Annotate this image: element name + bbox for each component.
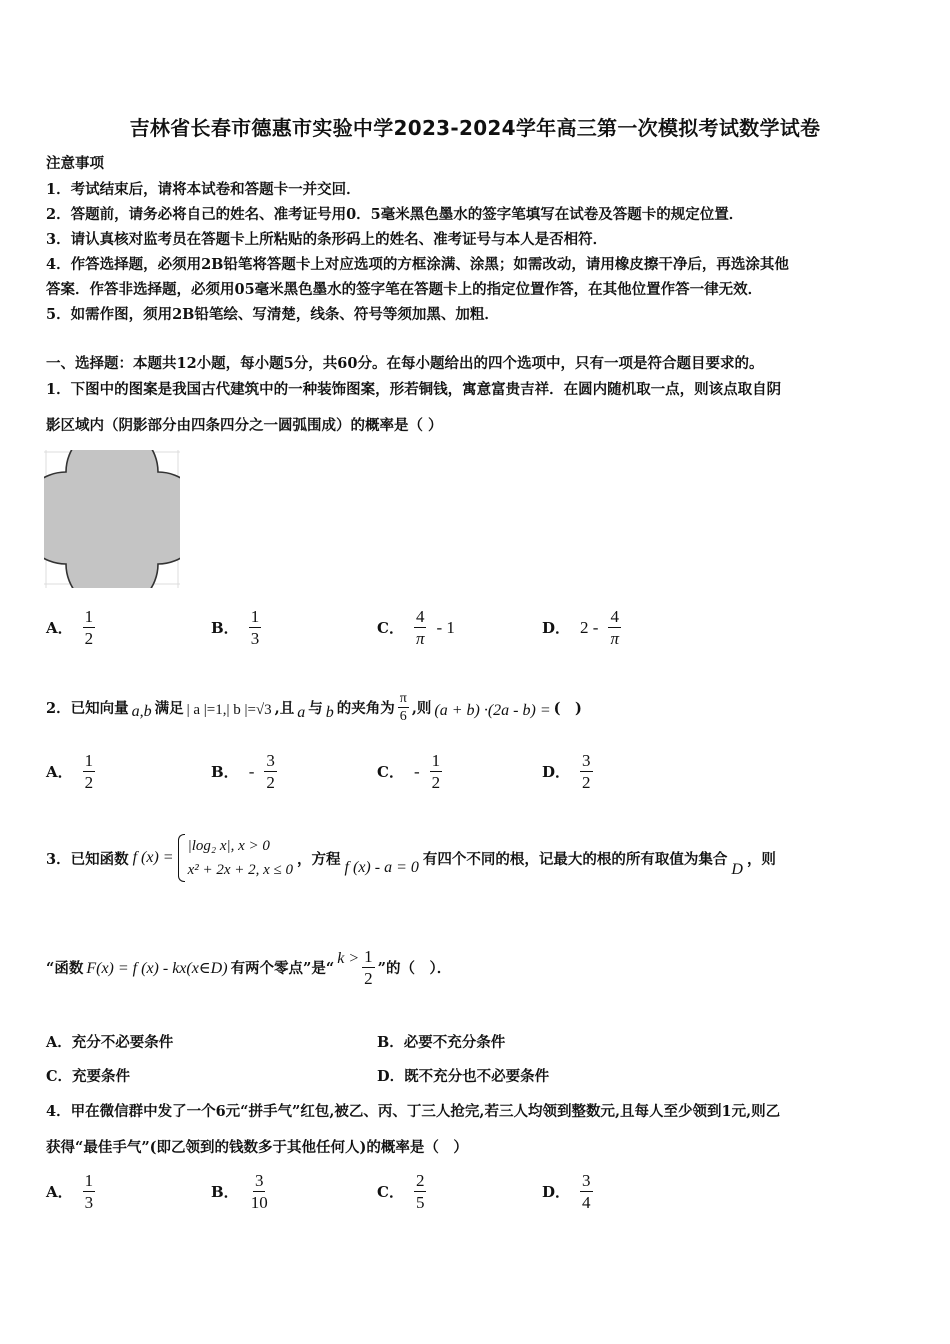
- notice-item: 3．请认真核对监考员在答题卡上所粘贴的条形码上的姓名、准考证号与本人是否相符．: [46, 231, 608, 248]
- section-heading: 一、选择题：本题共12小题，每小题5分，共60分。在每小题给出的四个选项中，只有一项是符合题目要求的。: [46, 355, 764, 372]
- notice-item: 5．如需作图，须用2B铅笔绘、写清楚，线条、符号等须加黑、加粗．: [46, 306, 499, 323]
- q4-text-line1: 4．甲在微信群中发了一个6元“拼手气”红包,被乙、丙、丁三人抢完,若三人均领到整数元,且每人至少领到1元,则乙: [46, 1103, 781, 1120]
- q2-stem: 2．已知向量 a,b 满足 | a |=1,| b |=√3 ,且 a 与 b 的夹角为 $\frac{\pi}{6}$ ,则 (a + b) ·(2a - b) = ( ): [46, 691, 582, 724]
- q4-options: [46, 1170, 706, 1220]
- q4-option-c[interactable]: C． $\frac{2}{5}$: [377, 1171, 425, 1212]
- notice-item: 2．答题前，请务必将自己的姓名、准考证号用0．5毫米黑色墨水的签字笔填写在试卷及答题卡的规定位置．: [46, 206, 744, 223]
- notice-item: 4．作答选择题，必须用2B铅笔将答题卡上对应选项的方框涂满、涂黑；如需改动，请用橡皮擦干净后，再选涂其他: [46, 256, 789, 273]
- q3-option-b[interactable]: B．必要不充分条件: [377, 1034, 506, 1051]
- q3-option-d[interactable]: D．既不充分也不必要条件: [377, 1068, 550, 1085]
- coin-pattern-figure: [44, 450, 180, 588]
- q1-text-line1: 1．下图中的图案是我国古代建筑中的一种装饰图案，形若铜钱，寓意富贵吉祥．在圆内随机取一点，则该点取自阴: [46, 381, 782, 398]
- q4-text-line2: 获得“最佳手气”(即乙领到的钱数多于其他任何人)的概率是（ ）: [46, 1139, 468, 1156]
- q2-option-b[interactable]: B． - $\frac{3}{2}$: [211, 751, 275, 792]
- notice-item: 1．考试结束后，请将本试卷和答题卡一并交回．: [46, 181, 361, 198]
- q4-option-d[interactable]: D． $\frac{3}{4}$: [542, 1171, 591, 1212]
- page-title: 吉林省长春市德惠市实验中学2023-2024学年高三第一次模拟考试数学试卷: [129, 116, 821, 140]
- q1-text-line2: 影区域内（阴影部分由四条四分之一圆弧围成）的概率是（ ）: [46, 417, 443, 434]
- q2-options: [46, 750, 706, 800]
- q1-option-c[interactable]: C． $\frac{4}{\pi}$ - 1: [377, 607, 455, 648]
- q2-option-c[interactable]: C． - $\frac{1}{2}$: [377, 751, 441, 792]
- q1-option-d[interactable]: D． 2 - $\frac{4}{\pi}$: [542, 607, 619, 648]
- piecewise-function: |log₂ x|, x > 0 x² + 2x + 2, x ≤ 0: [178, 834, 293, 882]
- q4-option-a[interactable]: A． $\frac{1}{3}$: [46, 1171, 94, 1212]
- q3-option-c[interactable]: C．充要条件: [46, 1068, 131, 1085]
- notice-heading: 注意事项: [46, 155, 104, 172]
- shaded-region: [44, 450, 180, 588]
- q4-option-b[interactable]: B． $\frac{3}{10}$: [211, 1171, 268, 1212]
- q1-option-b[interactable]: B． $\frac{1}{3}$: [211, 607, 260, 648]
- q2-option-a[interactable]: A． $\frac{1}{2}$: [46, 751, 94, 792]
- q3-stem: 3．已知函数 f (x) = |log₂ x|, x > 0 x² + 2x + 2, x ≤ 0 ，方程 f (x) - a = 0 有四个不同的根，记最大的根的所有取值为集合 D ，则: [46, 834, 776, 882]
- notice-item: 答案．作答非选择题，必须用05毫米黑色墨水的签字笔在答题卡上的指定位置作答，在其他位置作答一律无效．: [46, 281, 763, 298]
- q3-option-a[interactable]: A．充分不必要条件: [46, 1034, 174, 1051]
- q2-option-d[interactable]: D． $\frac{3}{2}$: [542, 751, 591, 792]
- q1-options: [46, 606, 706, 656]
- q1-option-a[interactable]: A． $\frac{1}{2}$: [46, 607, 94, 648]
- q3-condition: “函数 F(x) = f (x) - kx(x∈D) 有两个零点”是“ k > $\frac{1}{2}$ ”的（ ）．: [46, 947, 452, 988]
